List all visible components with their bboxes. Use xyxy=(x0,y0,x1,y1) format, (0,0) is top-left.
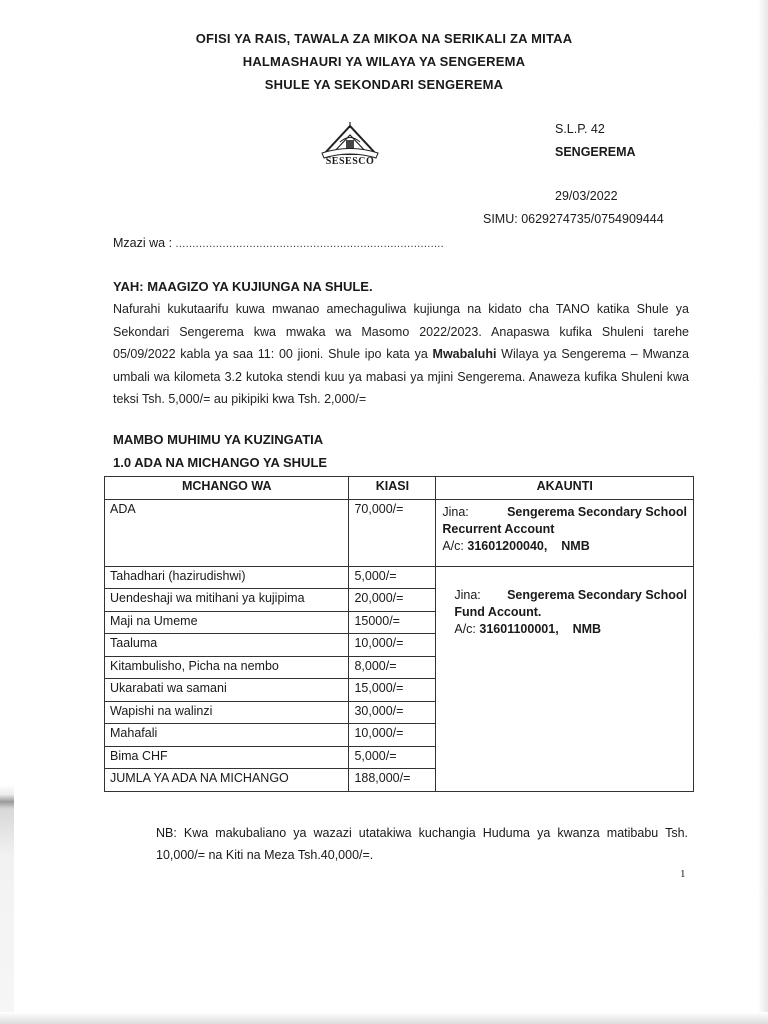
fee-amount: 8,000/= xyxy=(349,656,436,679)
fee-amount: 5,000/= xyxy=(349,746,436,769)
intro-text-2: Wilaya ya Sengerema – Mwanza umbali wa kilometa 3.2 kutoka stendi kuu ya mabasi ya mjini Sengerema. Anaweza kufika Shuleni kwa teksi Tsh. 5,000/= au pikipiki kwa Tsh. 2,000/= xyxy=(113,347,689,407)
scan-shadow-right xyxy=(758,0,768,1024)
fee-amount: 10,000/= xyxy=(349,724,436,747)
recipient-line xyxy=(113,236,444,250)
account-name: Sengerema Secondary School xyxy=(507,587,687,602)
section-title: MAMBO MUHIMU YA KUZINGATIA xyxy=(113,432,324,447)
header-line-2: HALMASHAURI YA WILAYA YA SENGEREMA xyxy=(242,54,526,69)
fee-item: Kitambulisho, Picha na nembo xyxy=(105,656,349,679)
fee-amount: 10,000/= xyxy=(349,634,436,657)
fee-item: Tahadhari (hazirudishwi) xyxy=(105,566,349,589)
account-number: 31601200040, xyxy=(467,538,548,553)
po-box: S.L.P. 42 xyxy=(555,122,605,136)
page-number: 1 xyxy=(680,868,686,880)
account-name-cont: Fund Account. xyxy=(454,604,542,619)
scan-shadow-bottom xyxy=(0,1012,768,1024)
table-title: 1.0 ADA NA MICHANGO YA SHULE xyxy=(113,455,328,470)
account-number-label: A/c: xyxy=(454,621,476,636)
letter-date: 29/03/2022 xyxy=(555,189,618,203)
header-account: AKAUNTI xyxy=(436,477,694,500)
fee-amount: 15000/= xyxy=(349,611,436,634)
intro-paragraph xyxy=(113,298,689,411)
school-logo-name: SESESCO xyxy=(325,156,375,167)
fund-account xyxy=(436,566,694,791)
table-row xyxy=(105,566,694,589)
account-label: Jina: xyxy=(442,504,469,519)
fee-item: Maji na Umeme xyxy=(105,611,349,634)
account-name-cont: Recurrent Account xyxy=(442,521,555,536)
fee-item: Ukarabati wa samani xyxy=(105,679,349,702)
bank-name: NMB xyxy=(572,621,602,636)
fee-item: Wapishi na walinzi xyxy=(105,701,349,724)
header-amount: KIASI xyxy=(349,477,436,500)
header-contribution: MCHANGO WA xyxy=(105,477,349,500)
header-line-3: SHULE YA SEKONDARI SENGEREMA xyxy=(264,77,504,92)
account-number-label: A/c: xyxy=(442,538,464,553)
ward-name: Mwabaluhi xyxy=(432,347,497,362)
letter-subject: YAH: MAAGIZO YA KUJIUNGA NA SHULE. xyxy=(113,279,373,294)
phone-numbers: SIMU: 0629274735/0754909444 xyxy=(483,212,664,226)
account-label: Jina: xyxy=(454,587,481,602)
fee-amount: 70,000/= xyxy=(349,499,436,566)
fee-amount: 20,000/= xyxy=(349,589,436,612)
fees-table xyxy=(104,476,694,792)
fee-item: ADA xyxy=(105,499,349,566)
account-number: 31601100001, xyxy=(479,621,559,636)
intro-text-1: Nafurahi kukutaarifu kuwa mwanao amechaguliwa kujiunga na kidato cha TANO katika Shule ya Sekondari Sengerema kwa mwaka wa Masomo 2022/2023. Anapaswa kufika Shuleni tarehe 05/09/2022 kabla ya saa 11: 00 jioni. Shule ipo kata ya xyxy=(113,302,689,362)
town-name: SENGEREMA xyxy=(555,145,636,159)
header-line-1: OFISI YA RAIS, TAWALA ZA MIKOA NA SERIKALI ZA MITAA xyxy=(195,31,573,46)
bank-name: NMB xyxy=(561,538,590,553)
fee-item: Bima CHF xyxy=(105,746,349,769)
fee-amount: 5,000/= xyxy=(349,566,436,589)
note-paragraph: NB: Kwa makubaliano ya wazazi utatakiwa kuchangia Huduma ya kwanza matibabu Tsh. 10,000/= na Kiti na Meza Tsh.40,000/=. xyxy=(156,826,688,862)
fee-amount: 30,000/= xyxy=(349,701,436,724)
recipient-blank: ................................................................................ xyxy=(175,238,445,250)
table-row xyxy=(105,499,694,566)
total-amount: 188,000/= xyxy=(349,769,436,792)
recurrent-account xyxy=(436,499,694,566)
fee-item: Uendeshaji wa mitihani ya kujipima xyxy=(105,589,349,612)
table-header-row xyxy=(105,477,694,500)
account-name: Sengerema Secondary School xyxy=(507,504,687,519)
total-label: JUMLA YA ADA NA MICHANGO xyxy=(105,769,349,792)
fee-item: Taaluma xyxy=(105,634,349,657)
fee-item: Mahafali xyxy=(105,724,349,747)
recipient-label: Mzazi wa : xyxy=(113,236,173,250)
scan-shadow-left xyxy=(0,785,14,1024)
fee-amount: 15,000/= xyxy=(349,679,436,702)
